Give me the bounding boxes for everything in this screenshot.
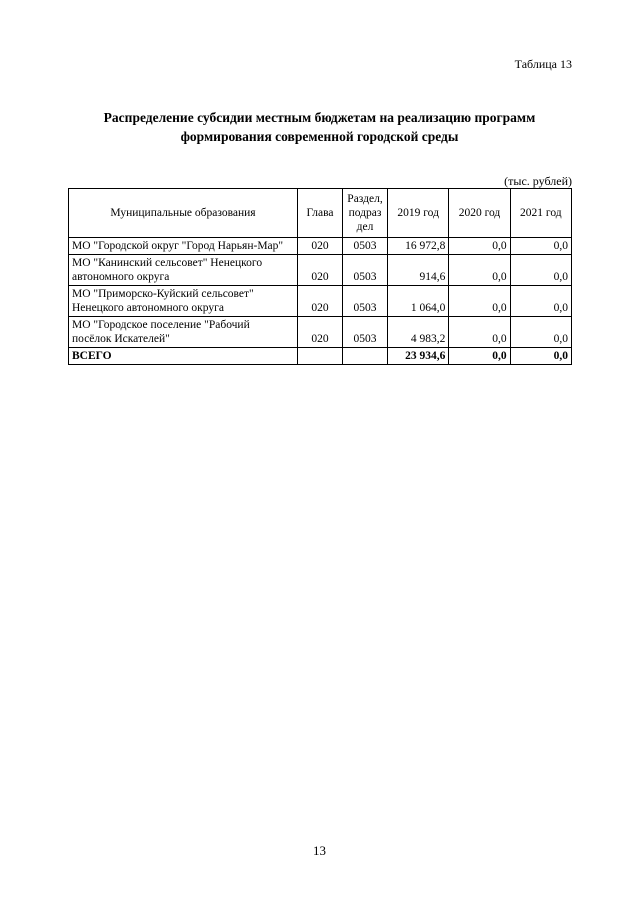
cell-2020: 0,0 [449,255,510,286]
cell-municipality [69,238,298,255]
cell-municipality-line-1: МО "Городское поселение "Рабочий [72,319,250,331]
cell-razdel: 0503 [343,286,388,317]
cell-2019: 1 064,0 [388,286,449,317]
cell-2021: 0,0 [510,238,571,255]
subsidy-table [68,188,572,365]
cell-glava: 020 [298,255,343,286]
cell-2019: 16 972,8 [388,238,449,255]
title-line-2: формирования современной городской среды [180,129,459,144]
cell-municipality-line-1: МО "Канинский сельсовет" Ненецкого [72,257,263,269]
cell-2020: 0,0 [449,286,510,317]
cell-glava: 020 [298,286,343,317]
table-header-row [69,189,572,238]
header-2021: 2021 год [510,189,571,238]
cell-municipality [69,317,298,348]
total-2019: 23 934,6 [388,348,449,365]
table-number-label: Таблица 13 [514,57,572,71]
cell-2019: 4 983,2 [388,317,449,348]
cell-2020: 0,0 [449,317,510,348]
cell-municipality [69,286,298,317]
cell-2021: 0,0 [510,286,571,317]
total-2020: 0,0 [449,348,510,365]
table-total-row [69,348,572,365]
cell-municipality-line-2: посёлок Искателей" [72,333,170,345]
units-label: (тыс. рублей) [504,174,572,188]
total-2021: 0,0 [510,348,571,365]
cell-municipality-line-2: Ненецкого автономного округа [72,302,224,314]
cell-glava: 020 [298,238,343,255]
header-2020: 2020 год [449,189,510,238]
cell-2021: 0,0 [510,317,571,348]
page-title [0,108,639,146]
total-glava [298,348,343,365]
cell-razdel: 0503 [343,317,388,348]
cell-2020: 0,0 [449,238,510,255]
cell-2021: 0,0 [510,255,571,286]
cell-municipality-line-1: МО "Городской округ "Город Нарьян-Мар" [72,240,284,252]
header-razdel-line-3: дел [356,221,374,233]
header-razdel [343,189,388,238]
total-razdel [343,348,388,365]
total-label: ВСЕГО [69,348,298,365]
table-row [69,238,572,255]
header-razdel-line-2: подраз [348,207,382,219]
cell-2019: 914,6 [388,255,449,286]
header-2019: 2019 год [388,189,449,238]
title-line-1: Распределение субсидии местным бюджетам на реализацию программ [103,110,536,125]
header-glava: Глава [298,189,343,238]
cell-glava: 020 [298,317,343,348]
cell-municipality-line-1: МО "Приморско-Куйский сельсовет" [72,288,254,300]
table-row [69,286,572,317]
cell-municipality [69,255,298,286]
table-row [69,317,572,348]
header-razdel-line-1: Раздел, [347,193,383,205]
page-number: 13 [313,843,326,858]
cell-razdel: 0503 [343,255,388,286]
cell-razdel: 0503 [343,238,388,255]
table-row [69,255,572,286]
header-municipality: Муниципальные образования [69,189,298,238]
cell-municipality-line-2: автономного округа [72,271,170,283]
